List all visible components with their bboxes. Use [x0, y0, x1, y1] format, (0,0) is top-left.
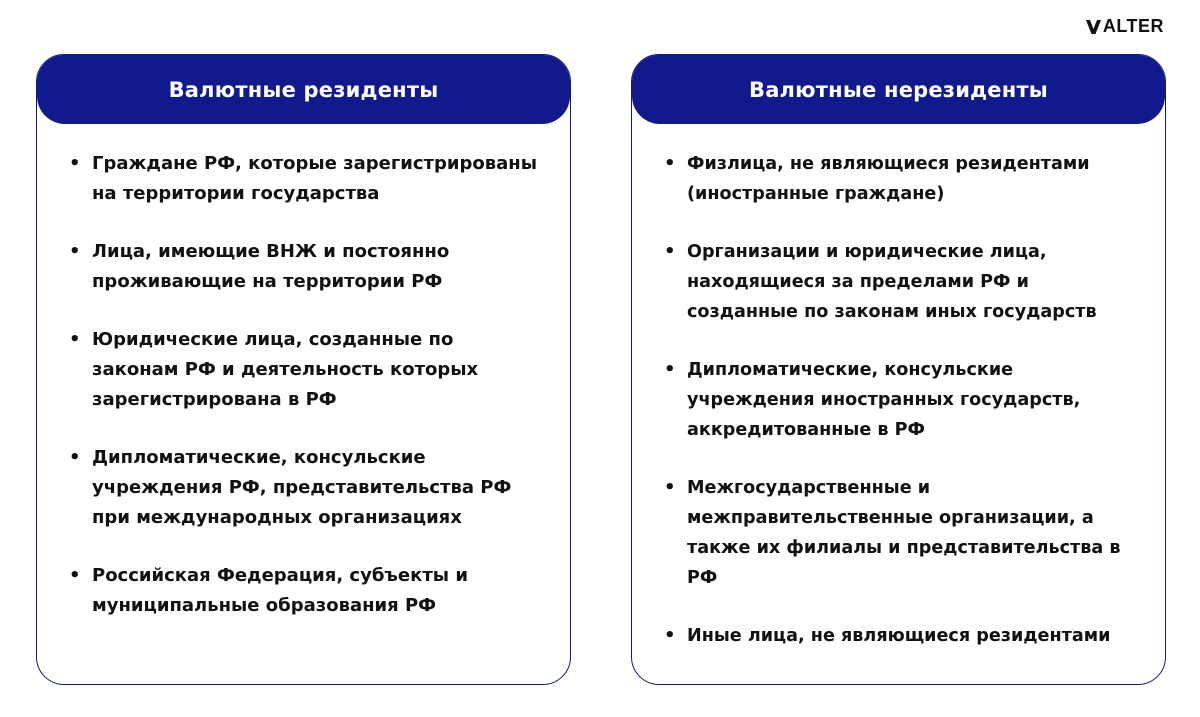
list-item-text: Физлица, не являющиеся резидентами (иностранные граждане)	[687, 154, 1090, 204]
bullet-icon: •	[664, 241, 676, 262]
list-item-text: Юридические лица, созданные по законам РФ и деятельность которых зарегистрирована в РФ	[92, 329, 479, 410]
bullet-icon: •	[69, 153, 81, 174]
list-item	[69, 149, 540, 209]
bullet-icon: •	[664, 359, 676, 380]
brand-logo-text: ALTER	[1102, 16, 1164, 36]
v-logo-icon	[1086, 20, 1101, 34]
list-item-text: Межгосударственные и межправительственные организации, а также их филиалы и представительства в РФ	[687, 478, 1121, 588]
nonresidents-card	[631, 54, 1166, 685]
residents-card-title: Валютные резиденты	[168, 77, 439, 102]
list-item	[664, 149, 1135, 209]
list-item-text: Иные лица, не являющиеся резидентами	[687, 626, 1111, 646]
list-item	[69, 443, 540, 533]
list-item	[664, 237, 1135, 327]
bullet-icon: •	[664, 477, 676, 498]
list-item-text: Граждане РФ, которые зарегистрированы на территории государства	[92, 153, 537, 204]
list-item-text: Лица, имеющие ВНЖ и постоянно проживающие на территории РФ	[92, 241, 450, 292]
list-item	[69, 561, 540, 621]
list-item	[69, 325, 540, 415]
residents-list	[37, 124, 570, 621]
bullet-icon: •	[69, 329, 81, 350]
list-item	[69, 237, 540, 297]
nonresidents-card-header	[632, 55, 1165, 124]
list-item-text: Дипломатические, консульские учреждения РФ, представительства РФ при международных организациях	[92, 447, 512, 528]
list-item-text: Дипломатические, консульские учреждения иностранных государств, аккредитованные в РФ	[687, 360, 1081, 440]
bullet-icon: •	[664, 153, 676, 174]
list-item	[664, 621, 1135, 651]
bullet-icon: •	[69, 241, 81, 262]
list-item	[664, 473, 1135, 593]
residents-card-header	[37, 55, 570, 124]
bullet-icon: •	[69, 565, 81, 586]
bullet-icon: •	[664, 625, 676, 646]
nonresidents-card-title: Валютные нерезиденты	[748, 77, 1048, 102]
nonresidents-list	[632, 124, 1165, 651]
residents-card	[36, 54, 571, 685]
list-item-text: Российская Федерация, субъекты и муниципальные образования РФ	[92, 565, 468, 616]
brand-logo	[1086, 16, 1164, 37]
bullet-icon: •	[69, 447, 81, 468]
list-item-text: Организации и юридические лица, находящиеся за пределами РФ и созданные по законам иных государств	[687, 242, 1097, 322]
list-item	[664, 355, 1135, 445]
